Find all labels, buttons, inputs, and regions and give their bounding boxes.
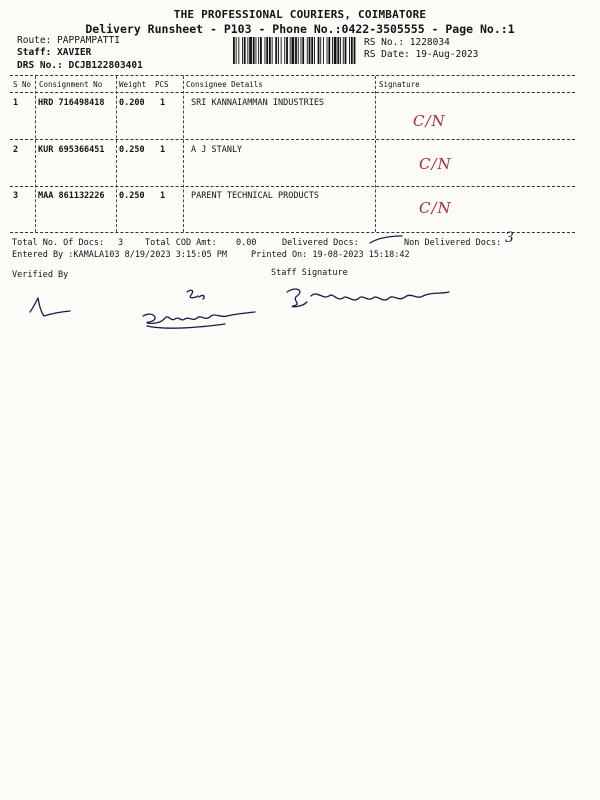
company-name: THE PROFESSIONAL COURIERS, COIMBATORE (173, 8, 427, 21)
verifier-signature (28, 294, 72, 320)
barcode-bar (292, 37, 295, 64)
column-divider (35, 76, 36, 232)
printed-on: Printed On: 19-08-2023 15:18:42 (251, 250, 410, 260)
table-row-pcs: 1 (160, 145, 166, 155)
barcode-bar (295, 37, 297, 64)
barcode-bar (242, 37, 243, 64)
route-label: Route: PAPPAMPATTI (17, 35, 120, 46)
table-row-consignment: MAA 861132226 (38, 191, 105, 201)
table-top-rule (10, 75, 575, 76)
barcode-bar (272, 37, 273, 64)
col-header-weight: Weight (119, 80, 147, 89)
barcode-bar (314, 37, 315, 64)
total-docs-label: Total No. Of Docs: (12, 238, 105, 248)
table-row-weight: 0.200 (119, 98, 145, 108)
table-row-sno: 1 (13, 98, 19, 108)
rs-date: RS Date: 19-Aug-2023 (364, 49, 479, 60)
barcode-bar (337, 37, 339, 64)
barcode-bar (249, 37, 252, 64)
barcode-bar (334, 37, 337, 64)
barcode-bar (340, 37, 341, 64)
barcode-bar (244, 37, 246, 64)
barcode-bar (253, 37, 255, 64)
table-row-pcs: 1 (160, 191, 166, 201)
table-row-consignee: SRI KANNAIAMMAN INDUSTRIES (191, 98, 325, 108)
barcode-bar (278, 37, 279, 64)
staff-signature (283, 282, 453, 314)
table-row-pcs: 1 (160, 98, 166, 108)
table-row-weight: 0.250 (119, 191, 145, 201)
verified-by-label: Verified By (12, 270, 69, 280)
row-divider (10, 186, 575, 187)
barcode-bar (247, 37, 248, 64)
drs-number: DRS No.: DCJB122803401 (17, 60, 143, 71)
handwritten-signature-cn: C/N (419, 155, 452, 173)
barcode-bar (265, 37, 266, 64)
barcode-bar (320, 37, 321, 64)
non-delivered-docs-label: Non Delivered Docs: (404, 238, 502, 248)
handwritten-signature-cn: C/N (413, 112, 446, 130)
barcode-bar (332, 37, 333, 64)
staff-signature-label: Staff Signature (271, 268, 348, 278)
barcode-bar (256, 37, 257, 64)
total-docs-value: 3 (118, 238, 124, 248)
delivered-docs-label: Delivered Docs: (282, 238, 359, 248)
table-row-sno: 3 (13, 191, 19, 201)
barcode-bar (258, 37, 259, 64)
row-divider (10, 139, 575, 140)
barcode-bar (327, 37, 328, 64)
col-header-consignment: Consignment No (39, 80, 103, 89)
barcode-bar (286, 37, 288, 64)
barcode-bar (309, 37, 311, 64)
staff-label: Staff: XAVIER (17, 47, 92, 58)
barcode-bar (236, 37, 237, 64)
header-bottom-rule (10, 92, 575, 93)
barcode-bar (323, 37, 324, 64)
barcode-bar (307, 37, 308, 64)
col-header-sno: S No (13, 80, 32, 89)
handwritten-non-delivered-count: 3 (505, 230, 514, 246)
barcode-bar (328, 37, 330, 64)
table-row-consignee: A J STANLY (191, 145, 243, 155)
total-cod-value: 0.00 (236, 238, 257, 248)
column-divider (375, 76, 376, 232)
col-header-consignee: Consignee Details (186, 80, 263, 89)
barcode-bar (290, 37, 291, 64)
barcode-bar (302, 37, 304, 64)
entered-by: Entered By :KAMALA103 8/19/2023 3:15:05 PM (12, 250, 227, 260)
barcode-bar (238, 37, 239, 64)
table-row-weight: 0.250 (119, 145, 145, 155)
handwritten-signature-cn: C/N (419, 199, 452, 217)
barcode-bar (284, 37, 285, 64)
barcode (232, 37, 358, 64)
barcode-bar (343, 37, 344, 64)
barcode-bar (275, 37, 277, 64)
barcode-bar (301, 37, 302, 64)
column-divider (183, 76, 184, 232)
barcode-bar (266, 37, 268, 64)
column-divider (116, 76, 117, 232)
barcode-bar (281, 37, 282, 64)
table-bottom-rule (10, 232, 575, 233)
barcode-bar (298, 37, 299, 64)
table-row-consignee: PARENT TECHNICAL PRODUCTS (191, 191, 319, 201)
verifier-signature-scrawl (135, 286, 260, 334)
barcode-bar (349, 37, 350, 64)
barcode-bar (351, 37, 353, 64)
col-header-pcs: PCS (155, 80, 169, 89)
handwritten-dash (368, 234, 404, 246)
barcode-bar (233, 37, 235, 64)
barcode-bar (354, 37, 356, 64)
total-cod-label: Total COD Amt: (145, 238, 217, 248)
rs-number: RS No.: 1228034 (364, 37, 450, 48)
barcode-bar (345, 37, 347, 64)
table-row-sno: 2 (13, 145, 19, 155)
table-row-consignment: HRD 716498418 (38, 98, 105, 108)
runsheet-title: Delivery Runsheet - P103 - Phone No.:0422-3505555 - Page No.:1 (85, 22, 515, 36)
table-row-consignment: KUR 695366451 (38, 145, 105, 155)
col-header-signature: Signature (379, 80, 420, 89)
barcode-bar (311, 37, 313, 64)
barcode-bar (269, 37, 271, 64)
barcode-bar (260, 37, 262, 64)
barcode-bar (318, 37, 320, 64)
